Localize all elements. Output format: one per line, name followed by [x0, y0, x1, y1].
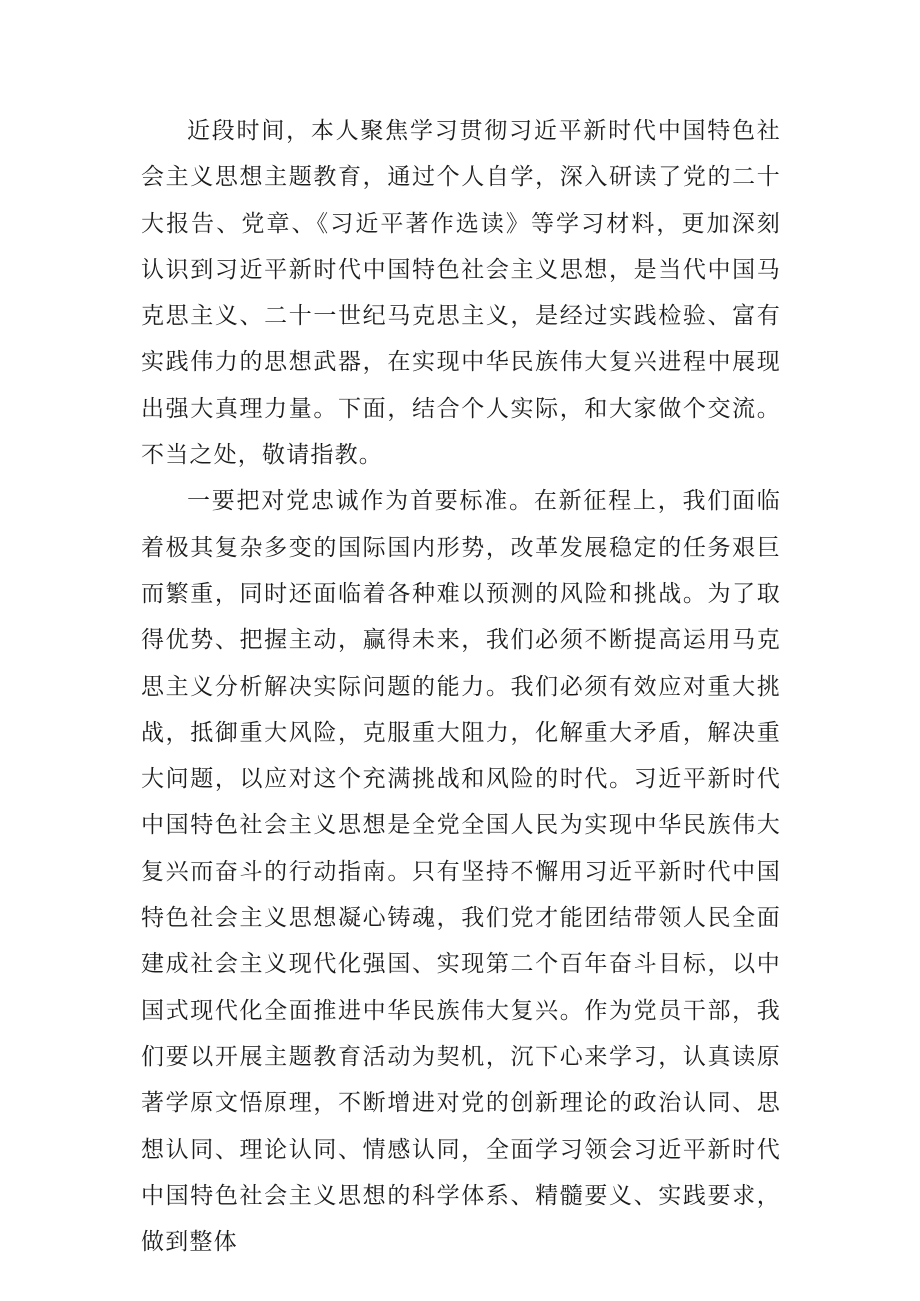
paragraph-loyalty-standard: 一要把对党忠诚作为首要标准。在新征程上，我们面临着极其复杂多变的国际国内形势，改革发展稳定的任务艰巨而繁重，同时还面临着各种难以预测的风险和挑战。为了取得优势、把握主动，赢得未来，我们必须不断提高运用马克思主义分析解决实际问题的能力。我们必须有效应对重大挑战，抵御重大风险，克服重大阻力，化解重大矛盾，解决重大问题，以应对这个充满挑战和风险的时代。习近平新时代中国特色社会主义思想是全党全国人民为实现中华民族伟大复兴而奋斗的行动指南。只有坚持不懈用习近平新时代中国特色社会主义思想凝心铸魂，我们党才能团结带领人民全面建成社会主义现代化强国、实现第二个百年奋斗目标，以中国式现代化全面推进中华民族伟大复兴。作为党员干部，我们要以开展主题教育活动为契机，沉下心来学习，认真读原著学原文悟原理，不断增进对党的创新理论的政治认同、思想认同、理论认同、情感认同，全面学习领会习近平新时代中国特色社会主义思想的科学体系、精髓要义、实践要求，做到整体: [141, 488, 781, 1256]
paragraph-intro: 近段时间，本人聚焦学习贯彻习近平新时代中国特色社会主义思想主题教育，通过个人自学，深入研读了党的二十大报告、党章、《习近平著作选读》等学习材料，更加深刻认识到习近平新时代中国特色社会主义思想，是当代中国马克思主义、二十一世纪马克思主义，是经过实践检验、富有实践伟力的思想武器，在实现中华民族伟大复兴进程中展现出强大真理力量。下面，结合个人实际，和大家做个交流。不当之处，敬请指教。: [141, 118, 781, 469]
document-body: [141, 108, 781, 1265]
